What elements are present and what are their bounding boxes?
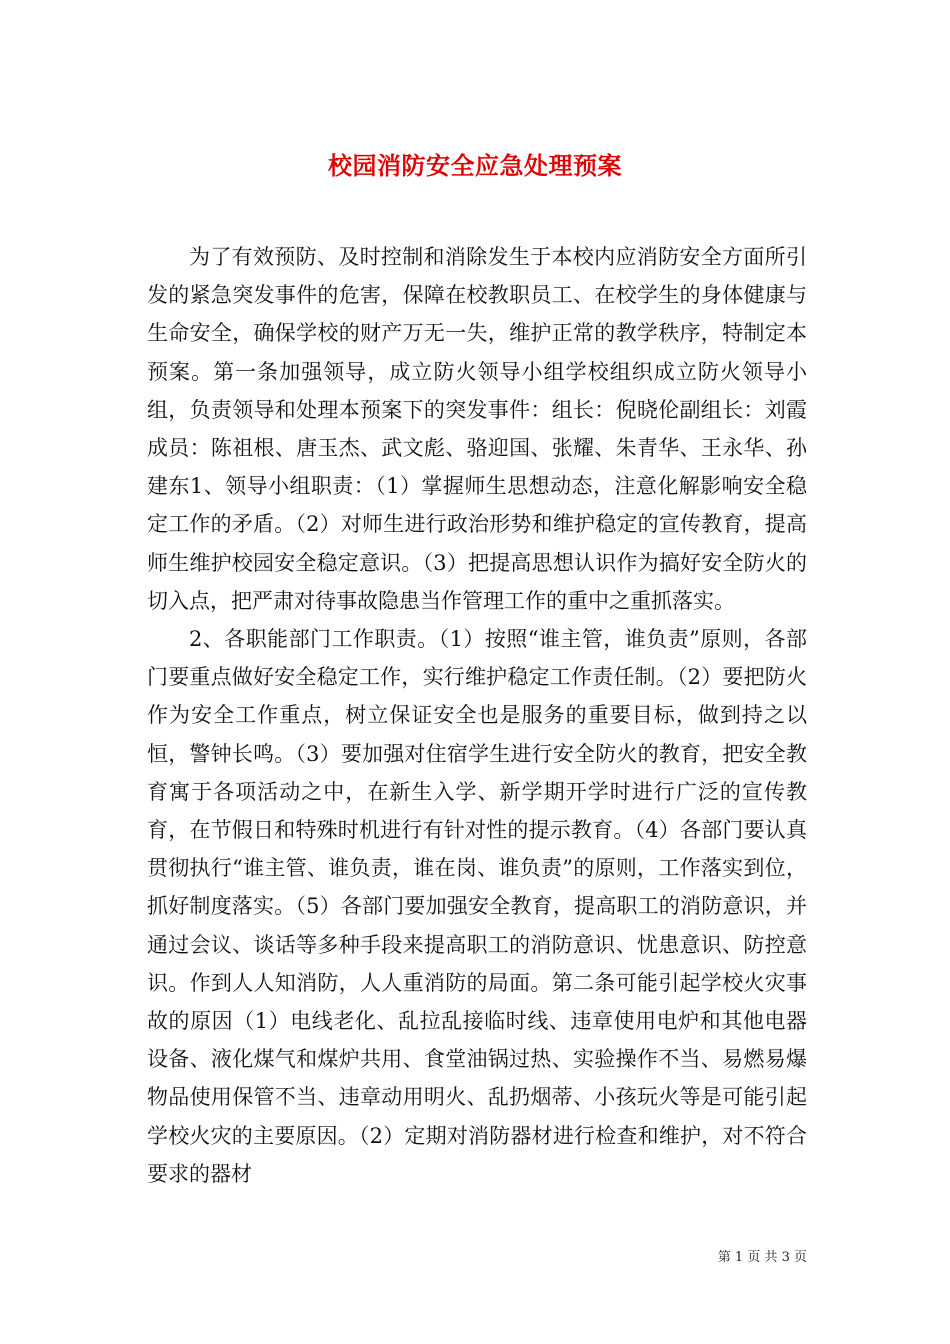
document-body xyxy=(147,238,807,1193)
paragraph-department-duties: 2、各职能部门工作职责。（1）按照“谁主管，谁负责”原则，各部门要重点做好安全稳定工作，实行维护稳定工作责任制。（2）要把防火作为安全工作重点，树立保证安全也是服务的重要目标，做到持之以恒，警钟长鸣。（3）要加强对住宿学生进行安全防火的教育，把安全教育寓于各项活动之中，在新生入学、新学期开学时进行广泛的宣传教育，在节假日和特殊时机进行有针对性的提示教育。（4）各部门要认真贯彻执行“谁主管、谁负责，谁在岗、谁负责”的原则，工作落实到位，抓好制度落实。（5）各部门要加强安全教育，提高职工的消防意识，并通过会议、谈话等多种手段来提高职工的消防意识、忧患意识、防控意识。作到人人知消防，人人重消防的局面。第二条可能引起学校火灾事故的原因（1）电线老化、乱拉乱接临时线、违章使用电炉和其他电器设备、液化煤气和煤炉共用、食堂油锅过热、实验操作不当、易燃易爆物品使用保管不当、违章动用明火、乱扔烟蒂、小孩玩火等是可能引起学校火灾的主要原因。（2）定期对消防器材进行检查和维护，对不符合要求的器材 xyxy=(147,627,807,1186)
page-number-footer: 第 1 页 共 3 页 xyxy=(717,1250,807,1265)
paragraph-intro: 为了有效预防、及时控制和消除发生于本校内应消防安全方面所引发的紧急突发事件的危害，保障在校教职员工、在校学生的身体健康与生命安全，确保学校的财产万无一失，维护正常的教学秩序，特制定本预案。第一条加强领导，成立防火领导小组学校组织成立防火领导小组，负责领导和处理本预案下的突发事件：组长：倪晓伦副组长：刘霞成员：陈祖根、唐玉杰、武文彪、骆迎国、张耀、朱青华、王永华、孙建东1、领导小组职责：（1）掌握师生思想动态，注意化解影响安全稳定工作的矛盾。（2）对师生进行政治形势和维护稳定的宣传教育，提高师生维护校园安全稳定意识。（3）把提高思想认识作为搞好安全防火的切入点，把严肃对待事故隐患当作管理工作的重中之重抓落实。 xyxy=(147,245,807,613)
page-title: 校园消防安全应急处理预案 xyxy=(328,151,622,181)
